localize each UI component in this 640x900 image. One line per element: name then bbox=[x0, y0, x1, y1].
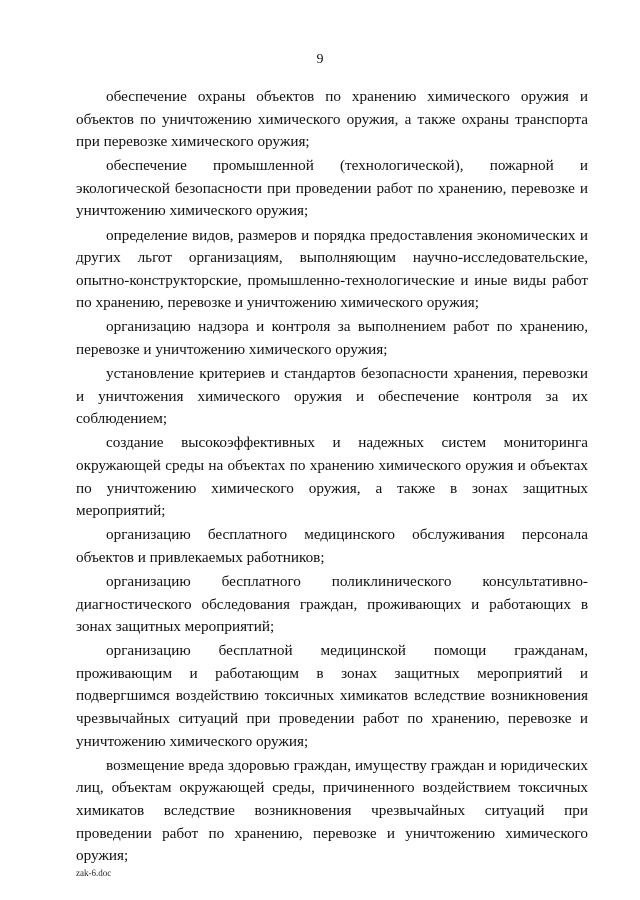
paragraph-safety-standards: установление критериев и стандартов безопасности хранения, перевозки и уничтожения химического оружия и обеспечение контроля за их соблюдением; bbox=[76, 365, 588, 428]
document-body bbox=[76, 86, 588, 869]
paragraph-medical-service: организацию бесплатного медицинского обслуживания персонала объектов и привлекаемых работников; bbox=[76, 526, 588, 566]
paragraph-industrial-safety: обеспечение промышленной (технологической), пожарной и экологической безопасности при проведении работ по хранению, перевозке и уничтожению химического оружия; bbox=[76, 157, 588, 220]
paragraph-environment-monitoring: создание высокоэффективных и надежных систем мониторинга окружающей среды на объектах по хранению химического оружия и объектах по уничтожению химического оружия, а также в зонах защитных мероприятий; bbox=[76, 434, 588, 520]
paragraph-economic-benefits: определение видов, размеров и порядка предоставления экономических и других льгот организациям, выполняющим научно-исследовательские, опытно-конструкторские, промышленно-технологические и иные виды работ по хранению, перевозке и уничтожению химического оружия; bbox=[76, 226, 588, 312]
page-number: 9 bbox=[316, 52, 324, 67]
paragraph-security-of-facilities: обеспечение охраны объектов по хранению химического оружия и объектов по уничтожению химического оружия, а также охраны транспорта при перевозке химического оружия; bbox=[76, 88, 588, 151]
paragraph-medical-aid: организацию бесплатной медицинской помощи гражданам, проживающим и работающим в зонах защитных мероприятий и подвергшимся воздействию токсичных химикатов вследствие возникновения чрезвычайных ситуаций при проведении работ по хранению, перевозке и уничтожению химического оружия; bbox=[76, 642, 588, 750]
file-name-footer: zak-6.doc bbox=[76, 868, 112, 878]
paragraph-diagnostic-examination: организацию бесплатного поликлинического консультативно-диагностического обследования граждан, проживающих и работающих в зонах защитных мероприятий; bbox=[76, 572, 588, 636]
paragraph-damage-compensation: возмещение вреда здоровью граждан, имуществу граждан и юридических лиц, объектам окружающей среды, причиненного воздействием токсичных химикатов вследствие возникновения чрезвычайных ситуаций при проведении работ по хранению, перевозке и уничтожению химического оружия; bbox=[76, 756, 588, 865]
paragraph-supervision: организацию надзора и контроля за выполнением работ по хранению, перевозке и уничтожению химического оружия; bbox=[76, 318, 588, 359]
